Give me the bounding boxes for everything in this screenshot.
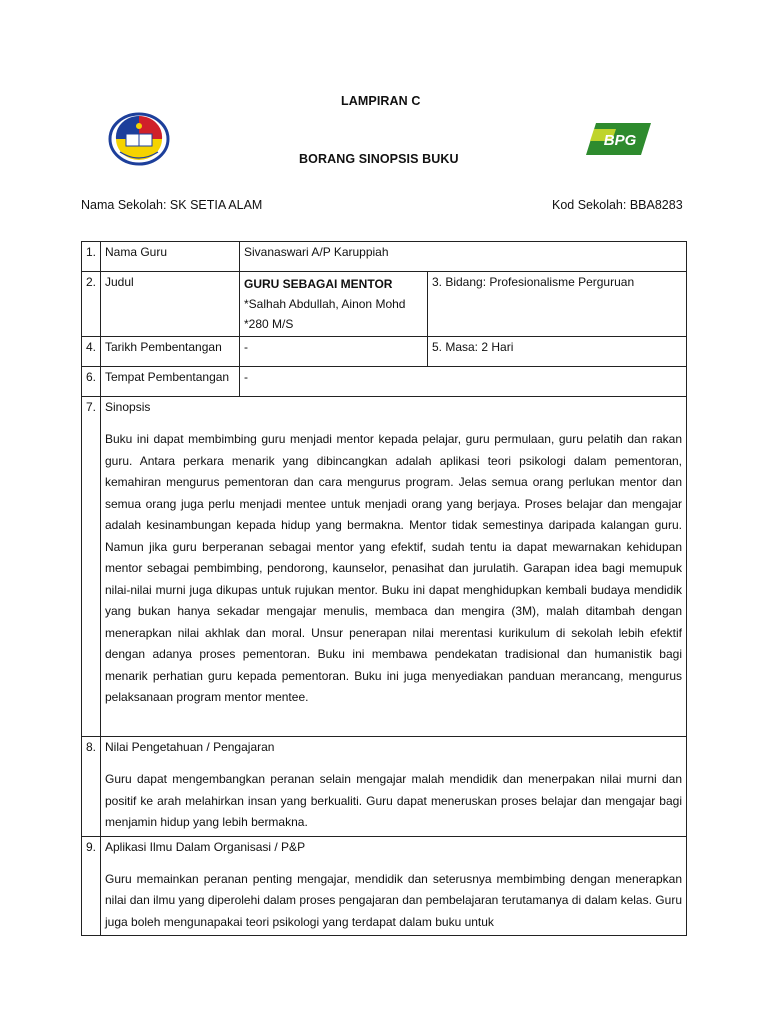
tarikh-value: - [240, 337, 428, 367]
aplikasi-text: Guru memainkan peranan penting mengajar, mendidik dan seterusnya membimbing dengan menerapkan nilai dan ilmu yang diperolehi dalam proses pengajaran dan pembelajaran terutamanya di dalam kelas. Guru juga boleh mengunapakai teori psikologi yang terdapat dalam buku untuk [105, 871, 682, 929]
synopsis-form-table [81, 241, 687, 936]
form-title: BORANG SINOPSIS BUKU [299, 152, 459, 166]
row-number: 6. [82, 367, 101, 397]
row-tarikh [82, 337, 687, 367]
row-number: 2. [82, 272, 101, 337]
book-title: GURU SEBAGAI MENTOR [244, 277, 393, 291]
field-label: Judul [101, 272, 240, 337]
row-number: 1. [82, 242, 101, 272]
row-number: 7. [82, 397, 101, 737]
row-aplikasi [82, 836, 687, 936]
row-number: 9. [82, 836, 101, 936]
teacher-name: Sivanaswari A/P Karuppiah [240, 242, 687, 272]
field-label: Nama Guru [101, 242, 240, 272]
bpg-logo-text: BPG [603, 132, 637, 149]
field-label: Tarikh Pembentangan [101, 337, 240, 367]
sinopsis-cell [101, 397, 687, 737]
nilai-cell [101, 737, 687, 837]
book-info [240, 272, 428, 337]
row-nama-guru [82, 242, 687, 272]
tempat-value: - [240, 367, 687, 397]
bidang: 3. Bidang: Profesionalisme Perguruan [428, 272, 687, 337]
row-judul [82, 272, 687, 337]
book-pages: *280 M/S [244, 317, 294, 331]
row-number: 4. [82, 337, 101, 367]
row-tempat [82, 367, 687, 397]
row-nilai [82, 737, 687, 837]
masa: 5. Masa: 2 Hari [428, 337, 687, 367]
field-label: Tempat Pembentangan [101, 367, 240, 397]
row-number: 8. [82, 737, 101, 837]
lampiran-heading: LAMPIRAN C [341, 94, 421, 108]
school-code: Kod Sekolah: BBA8283 [552, 198, 683, 212]
row-sinopsis [82, 397, 687, 737]
field-label: Nilai Pengetahuan / Pengajaran [105, 740, 275, 754]
field-label: Aplikasi Ilmu Dalam Organisasi / P&P [105, 839, 306, 854]
bpg-logo-icon [586, 121, 651, 157]
nilai-text: Guru dapat mengembangkan peranan selain mengajar malah mendidik dan menerpakan nilai murni dan positif ke arah melahirkan insan yang berkualiti. Guru dapat meneruskan proses belajar dan mengajar bagi menjamin hidup yang lebih bermakna. [105, 772, 682, 829]
kpm-crest-icon [108, 112, 170, 166]
field-label: Sinopsis [105, 400, 151, 414]
book-author: *Salhah Abdullah, Ainon Mohd [244, 297, 406, 311]
aplikasi-cell [101, 836, 687, 936]
school-name: Nama Sekolah: SK SETIA ALAM [81, 198, 263, 212]
sinopsis-text: Buku ini dapat membimbing guru menjadi mentor kepada pelajar, guru permulaan, guru pelatih dan rakan guru. Antara perkara menarik yang dibincangkan adalah aplikasi teori psikologi dalam pementoran, kemahiran mengurus pementoran dan cara mengurus program. Jelas semua orang perlukan mentor dan semua orang juga perlu menjadi mentee untuk menjadi orang yang berjaya. Proses belajar dan mengajar adalah kesinambungan kepada hidup yang bermakna. Mentor tidak semestinya daripada kalangan guru. Namun jika guru berperanan sebagai mentor yang efektif, sudah tentu ia dapat mewarnakan kehidupan mentor sebagai pembimbing, pendorong, kaunselor, penasihat dan jurulatih. Garapan idea bagi memupuk nilai-nilai murni juga dikupas untuk rujukan mentor. Buku ini dapat menghidupkan kembali budaya mendidik yang bukan hanya sekadar mengajar menulis, membaca dan mengira (3M), malah ditambah dengan menerapkan nilai akhlak dan moral. Unsur penerapan nilai merentasi kurikulum di sekolah lebih efektif dengan adanya proses pementoran. Buku ini membawa pendekatan tradisional dan humanistik bagi menarik perhatian guru kepada pementoran. Buku ini juga menyediakan panduan merancang, mengurus pelaksanaan program mentor mentee. [105, 432, 682, 704]
